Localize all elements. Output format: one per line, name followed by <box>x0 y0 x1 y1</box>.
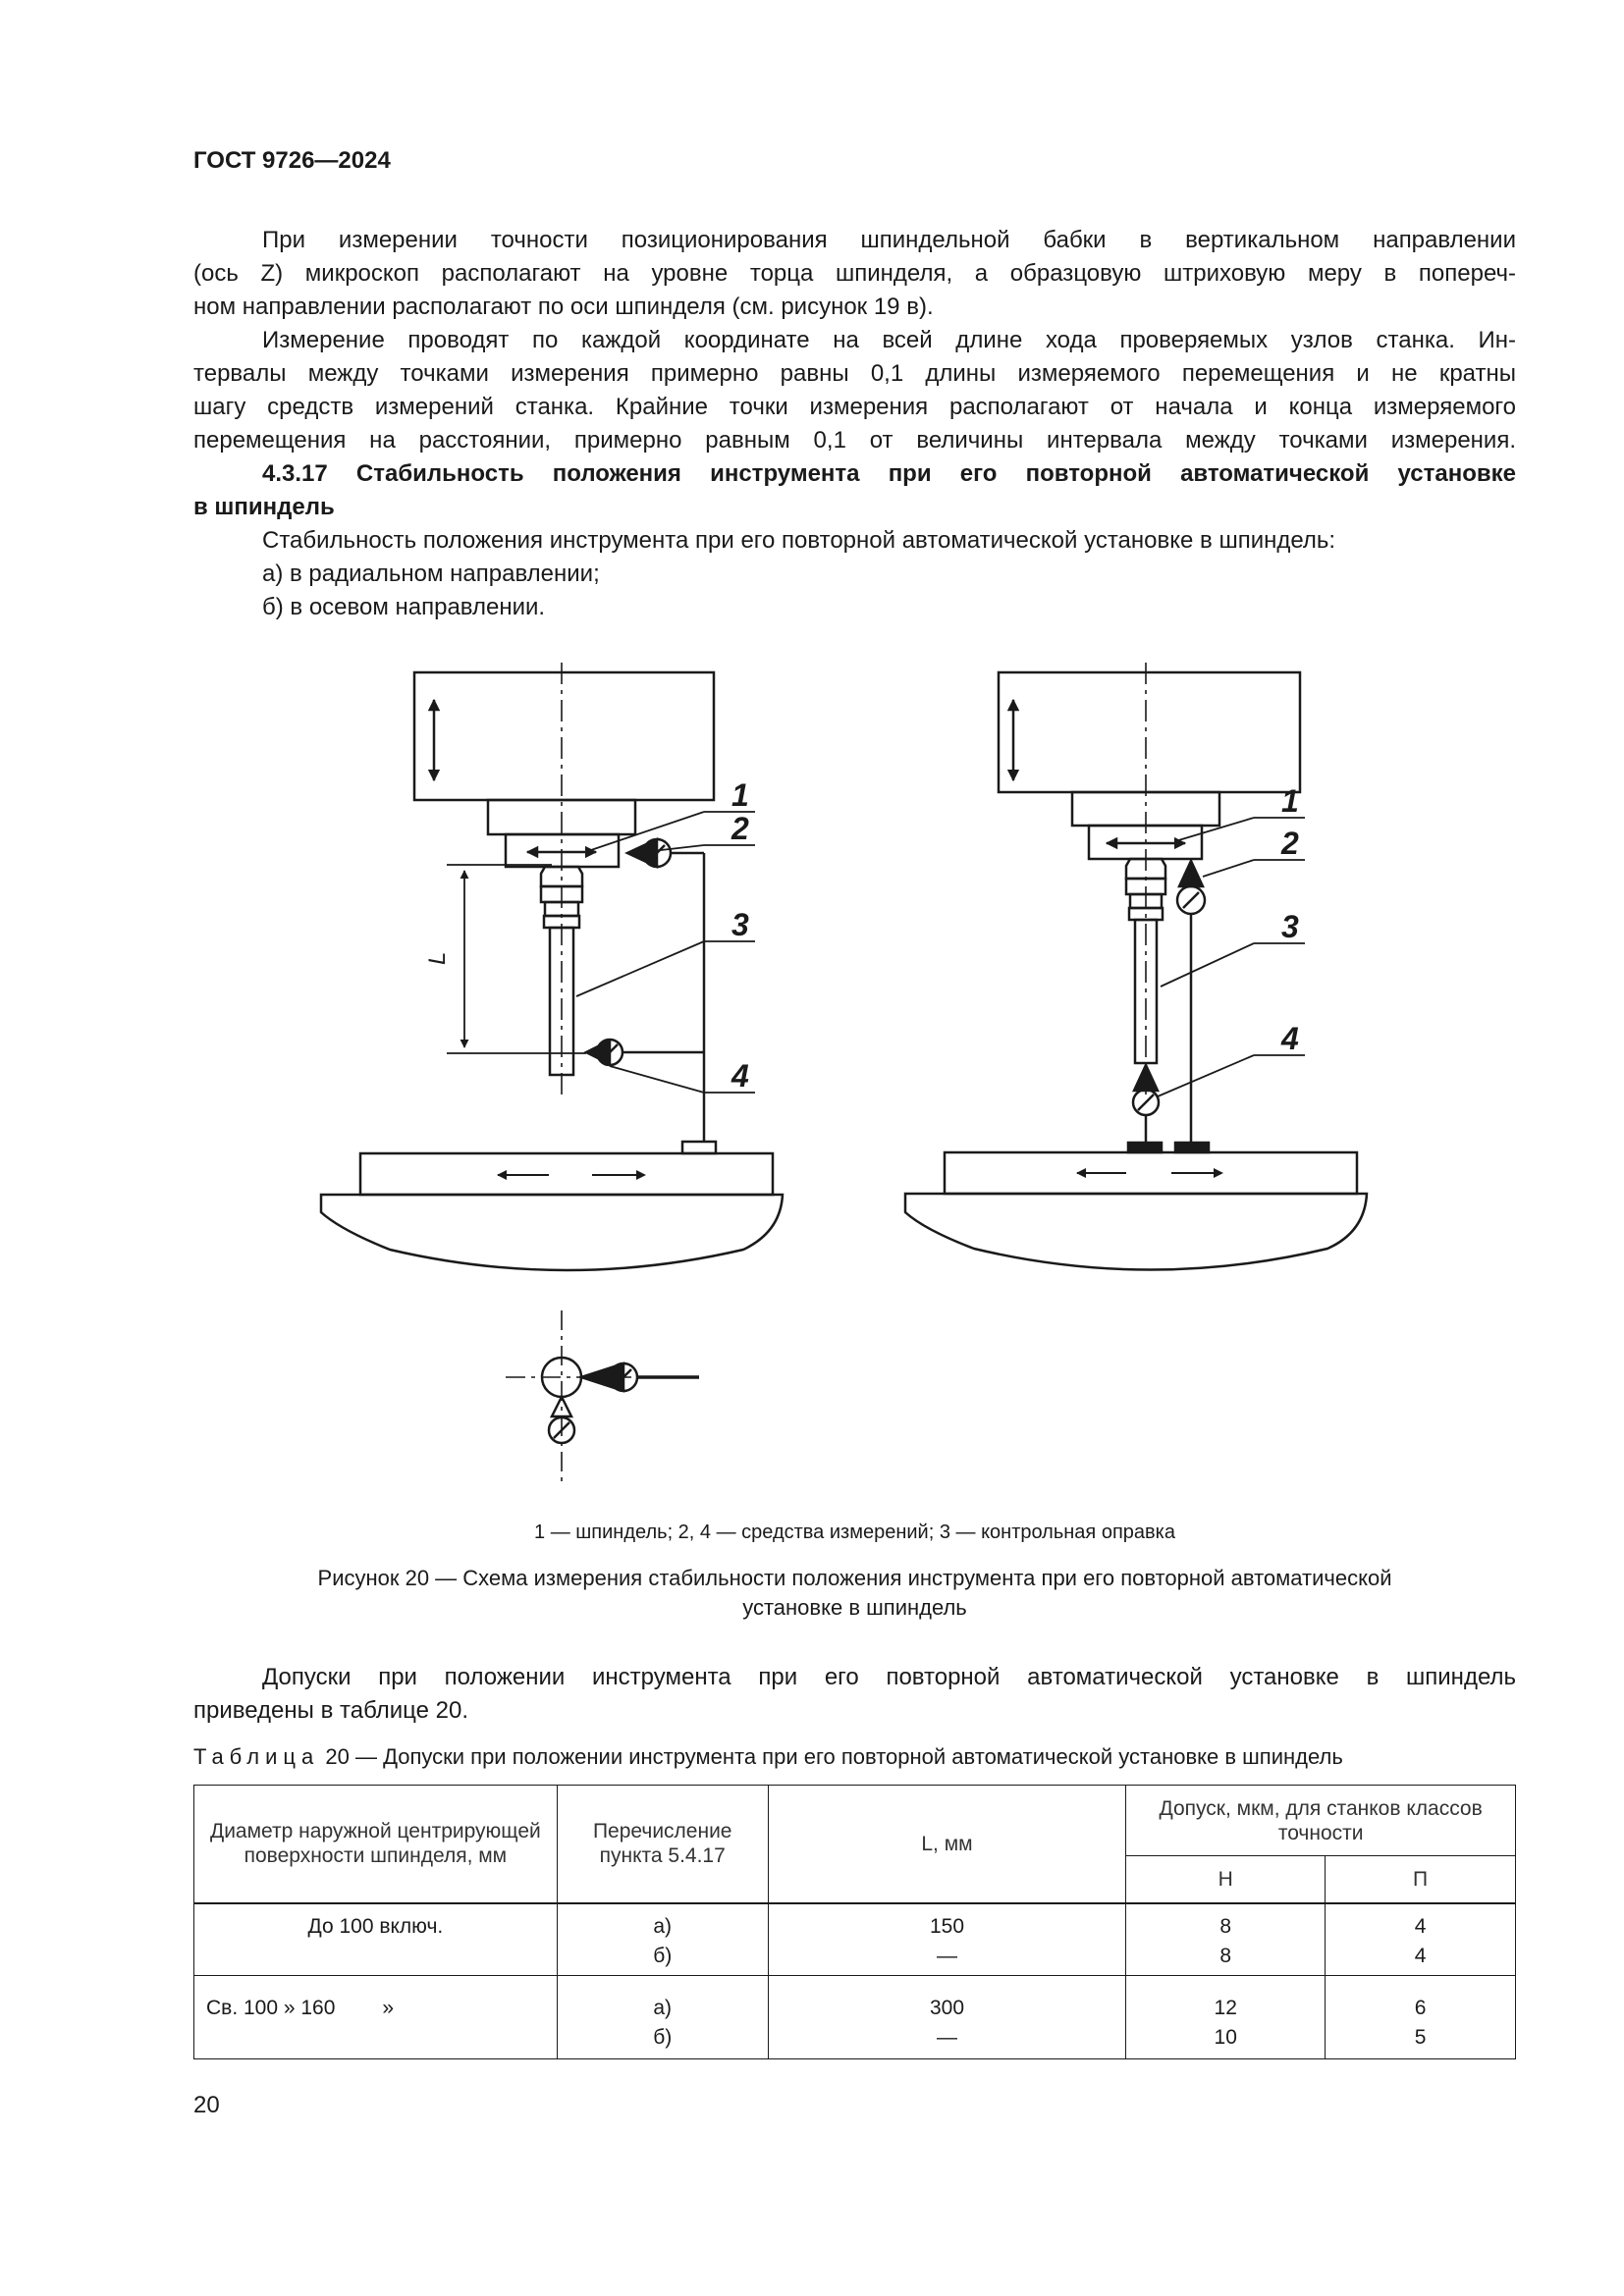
table-row <box>194 1975 1516 2058</box>
paragraph-tolerances <box>193 1661 1516 1728</box>
text-line: перемещения на расстоянии, примерно равным 0,1 от величины интервала между точками измерения. <box>193 427 1516 454</box>
document-code-header: ГОСТ 9726—2024 <box>193 147 391 174</box>
left-spindle-head <box>414 672 714 867</box>
heading-line: в шпиндель <box>193 494 335 520</box>
header-tolerance: Допуск, мкм, для станков классов точности <box>1126 1786 1516 1856</box>
text-line: (ось Z) микроскоп располагают на уровне торца шпинделя, а образцовую штриховую меру в попереч- <box>193 260 1516 287</box>
cell-diameter-text: Св. 100 » 160 <box>206 1996 336 2019</box>
cell-class-p: 4 4 <box>1326 1903 1516 1976</box>
right-spindle-head <box>999 672 1300 859</box>
right-magnetic-bases <box>1128 1143 1209 1152</box>
header-class-p: П <box>1326 1856 1516 1903</box>
text-line: ном направлении располагают по оси шпинделя (см. рисунок 19 в). <box>193 294 934 320</box>
left-indicator-4 <box>586 1040 704 1065</box>
right-indicator-2 <box>1177 861 1205 1143</box>
text-line: приведены в таблице 20. <box>193 1697 468 1724</box>
callout-3-right: 3 <box>1281 909 1299 944</box>
cell-length: 300 — <box>768 1975 1126 2058</box>
list-item-a: а) в радиальном направлении; <box>262 561 600 587</box>
left-magnetic-base <box>682 1142 716 1153</box>
header-enumeration: Перечисление пункта 5.4.17 <box>557 1786 768 1903</box>
right-indicator-4 <box>1133 1065 1159 1143</box>
paragraph-positioning <box>193 224 1516 324</box>
paragraph-measurement <box>193 324 1516 457</box>
table-caption <box>193 1744 1516 1770</box>
tolerance-table <box>193 1785 1516 2059</box>
cell-enum: а) б) <box>557 1903 768 1976</box>
page-number: 20 <box>193 2092 220 2118</box>
figure-legend <box>193 1522 1516 1544</box>
cell-class-p: 6 5 <box>1326 1975 1516 2058</box>
header-class-h: Н <box>1126 1856 1326 1903</box>
paragraph-stability <box>193 524 1516 624</box>
text-line: тервалы между точками измерения примерно равны 0,1 длины измеряемого перемещения и не кратны <box>193 360 1516 387</box>
figure-20-diagram <box>193 643 1516 1507</box>
header-length-text: L, мм <box>921 1832 973 1855</box>
dimension-label-l: L <box>424 951 451 965</box>
figure-caption <box>193 1564 1516 1623</box>
cell-diameter <box>194 1975 558 2058</box>
callout-2-right: 2 <box>1281 826 1299 861</box>
text-line: Допуски при положении инструмента при его повторной автоматической установке в шпиндель <box>262 1664 1516 1690</box>
text-line: Измерение проводят по каждой координате на всей длине хода проверяемых узлов станка. Ин- <box>262 327 1516 353</box>
ditto-mark: » <box>382 1996 395 2019</box>
table-caption-prefix: Таблица <box>193 1744 320 1769</box>
left-dimension-l <box>447 865 586 1053</box>
header-diameter: Диаметр наружной центрирующей поверхности шпинделя, мм <box>194 1786 558 1903</box>
callout-3-left: 3 <box>731 907 749 942</box>
left-machine-table <box>321 1153 783 1270</box>
cell-enum: а) б) <box>557 1975 768 2058</box>
header-length <box>768 1786 1126 1903</box>
callout-4-left: 4 <box>731 1058 749 1094</box>
right-machine-table <box>905 1152 1367 1270</box>
cell-diameter: До 100 включ. <box>194 1903 558 1976</box>
left-indicator-2 <box>627 839 704 1142</box>
callout-4-right: 4 <box>1281 1021 1299 1056</box>
legend-marker: 1 — шпиндель; 2, 4 — средства измерений; 3 — контрольная оправка <box>534 1522 1175 1543</box>
callout-1-left: 1 <box>731 777 749 813</box>
text-line: При измерении точности позиционирования шпиндельной бабки в вертикальном направлении <box>262 227 1516 253</box>
text-line: Стабильность положения инструмента при его повторной автоматической установке в шпиндель: <box>262 527 1336 554</box>
cell-length: 150 — <box>768 1903 1126 1976</box>
table-caption-text: 20 — Допуски при положении инструмента при его повторной автоматической установке в шпиндель <box>325 1744 1343 1769</box>
cell-class-h: 8 8 <box>1126 1903 1326 1976</box>
callout-2-left: 2 <box>731 811 749 846</box>
callout-1-right: 1 <box>1281 783 1299 819</box>
list-item-b: б) в осевом направлении. <box>262 594 546 620</box>
heading-line: 4.3.17 Стабильность положения инструмента при его повторной автоматической установке <box>262 460 1516 487</box>
cell-class-h: 12 10 <box>1126 1975 1326 2058</box>
top-view-sketch <box>506 1310 699 1487</box>
table-row <box>194 1903 1516 1976</box>
text-line: шагу средств измерений станка. Крайние точки измерения располагают от начала и конца измеряемого <box>193 394 1516 420</box>
section-heading-4-3-17 <box>193 457 1516 524</box>
caption-line: Рисунок 20 — Схема измерения стабильности положения инструмента при его повторной автоматической <box>317 1566 1392 1590</box>
caption-line: установке в шпиндель <box>742 1595 967 1620</box>
